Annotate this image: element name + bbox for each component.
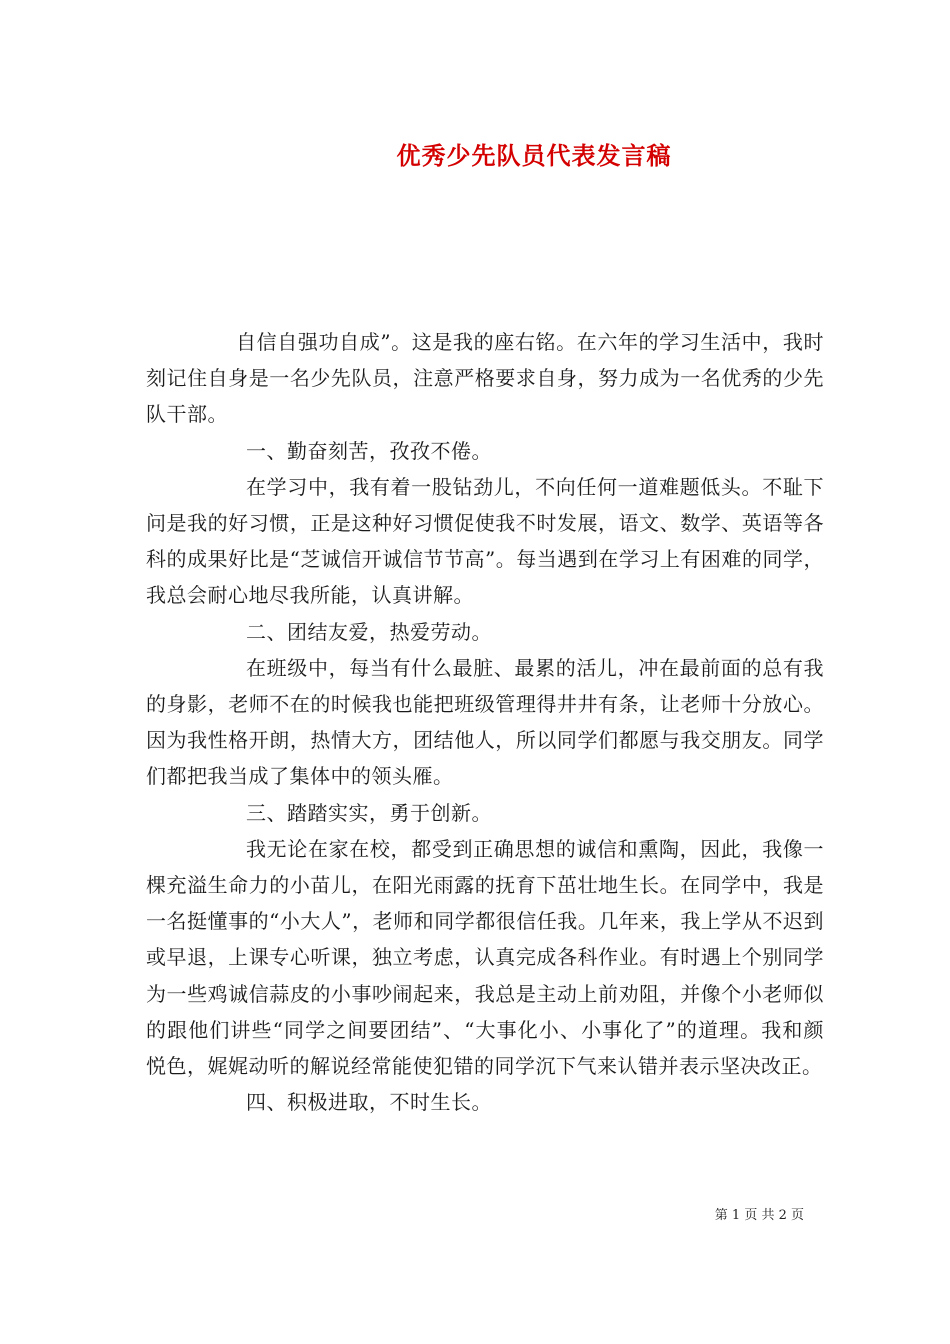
section-heading-4: 四、积极进取，不时生长。 [246, 1090, 492, 1115]
section-heading-2: 二、团结友爱，热爱劳动。 [246, 619, 492, 644]
page-title: 优秀少先队员代表发言稿 [396, 141, 672, 170]
page-number-footer: 第 1 页 共 2 页 [714, 1208, 804, 1223]
paragraph-intro: 自信自强功自成”。这是我的座右铭。在六年的学习生活中，我时刻记住自身是一名少先队员，注意严格要求自身，努力成为一名优秀的少先队干部。 [146, 330, 824, 427]
paragraph-section-3: 我无论在家在校，都受到正确思想的诚信和熏陶，因此，我像一棵充溢生命力的小苗儿，在阳光雨露的抚育下茁壮地生长。在同学中，我是一名挺懂事的“小大人”，老师和同学都很信任我。几年来，我上学从不迟到或早退，上课专心听课，独立考虑，认真完成各科作业。有时遇上个别同学为一些鸡诚信蒜皮的小事吵闹起来，我总是主动上前劝阻，并像个小老师似的跟他们讲些“同学之间要团结”、“大事化小、小事化了”的道理。我和颜悦色，娓娓动听的解说经常能使犯错的同学沉下气来认错并表示坚决改正。 [146, 836, 824, 1079]
section-heading-1: 一、勤奋刻苦，孜孜不倦。 [246, 438, 492, 463]
section-heading-3: 三、踏踏实实，勇于创新。 [246, 800, 492, 825]
paragraph-section-2: 在班级中，每当有什么最脏、最累的活儿，冲在最前面的总有我的身影，老师不在的时候我也能把班级管理得井井有条，让老师十分放心。因为我性格开朗，热情大方，团结他人，所以同学们都愿与我交朋友。同学们都把我当成了集体中的领头雁。 [146, 655, 824, 789]
paragraph-section-1: 在学习中，我有着一股钻劲儿，不向任何一道难题低头。不耻下问是我的好习惯，正是这种好习惯促使我不时发展，语文、数学、英语等各科的成果好比是“芝诚信开诚信节节高”。每当遇到在学习上有困难的同学，我总会耐心地尽我所能，认真讲解。 [146, 474, 824, 608]
document-body [146, 324, 824, 1120]
